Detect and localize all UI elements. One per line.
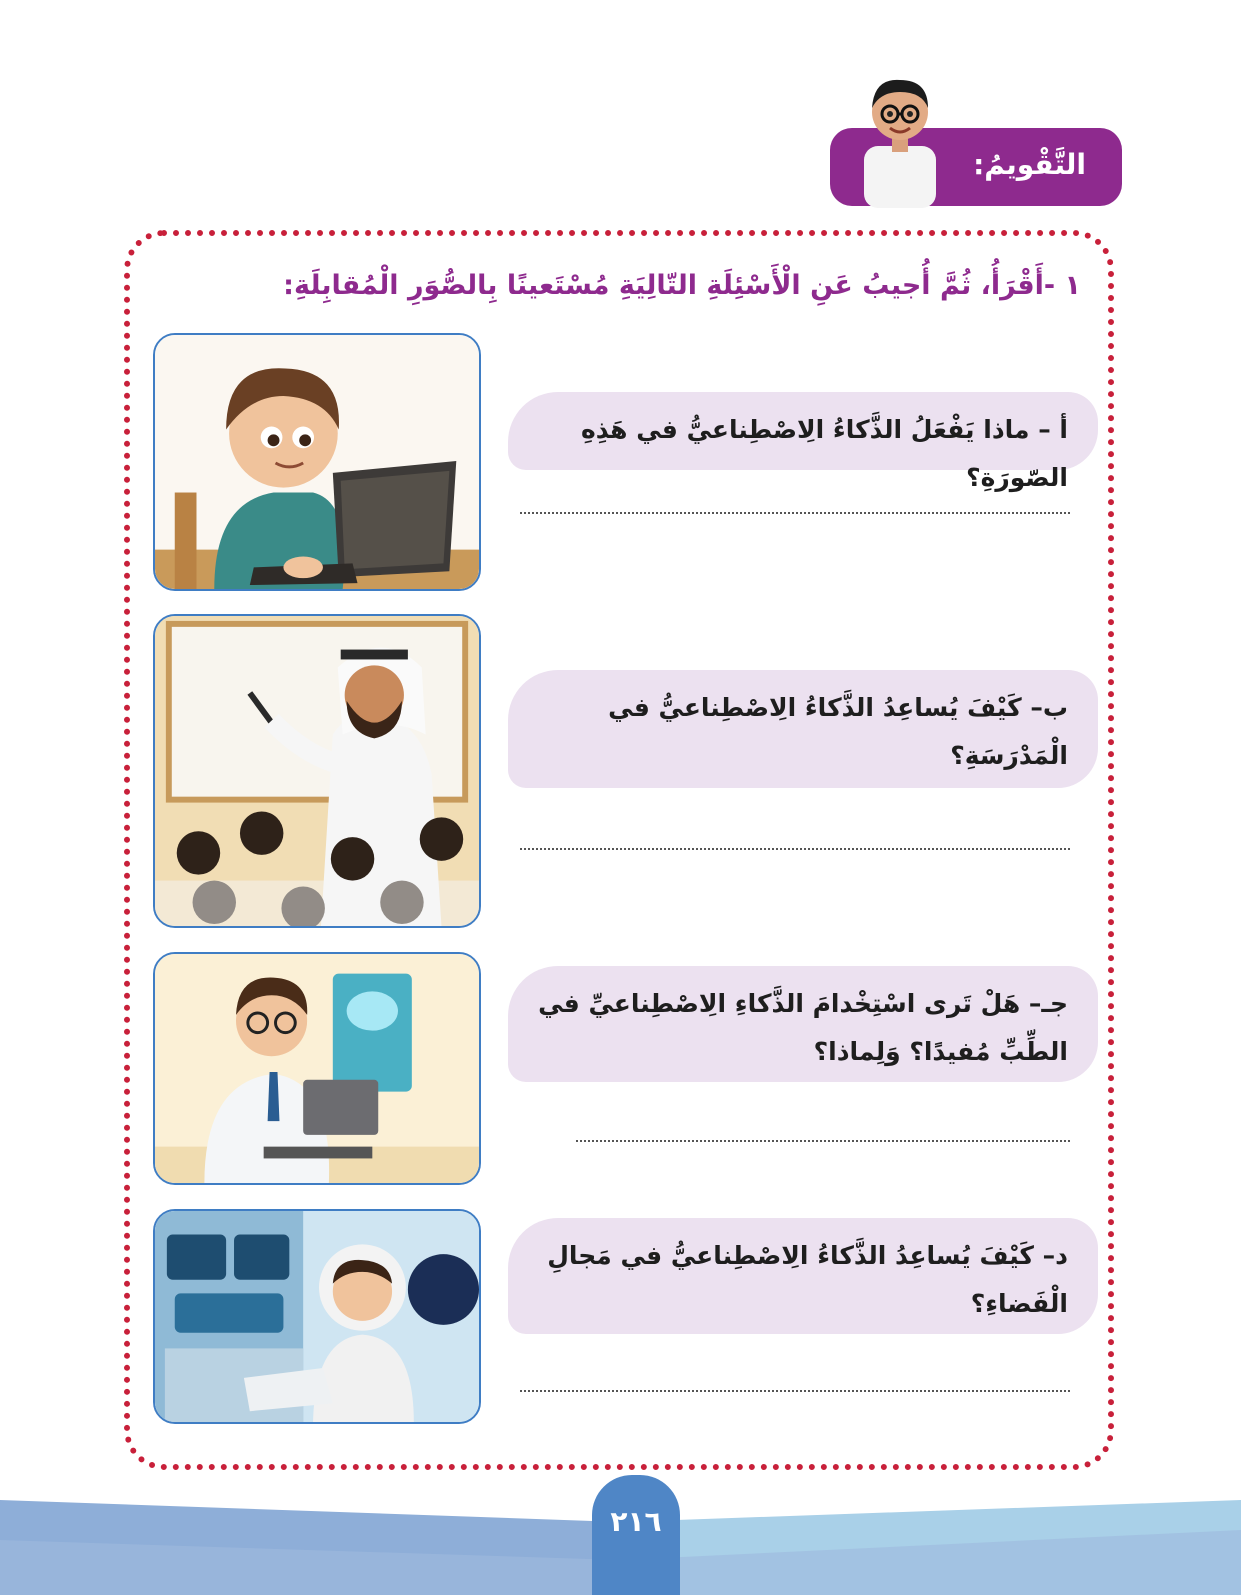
boy-laptop-image bbox=[153, 333, 481, 591]
question-c: جـ– هَلْ تَرى اسْتِخْدامَ الذَّكاءِ الِاصْطِناعيِّ في الطِّبِّ مُفيدًا؟ وَلِماذا؟ bbox=[508, 966, 1098, 1082]
exercise-instruction: ١ -أَقْرَأُ، ثُمَّ أُجيبُ عَنِ الْأَسْئِلَةِ التّالِيَةِ مُسْتَعينًا بِالصُّوَرِ الْمُقابِلَةِ: bbox=[283, 270, 1081, 301]
question-b: ب– كَيْفَ يُساعِدُ الذَّكاءُ الِاصْطِناعيُّ في الْمَدْرَسَةِ؟ bbox=[508, 670, 1098, 788]
astronaut-control-image bbox=[153, 1209, 481, 1424]
page-number: ٢١٦ bbox=[610, 1505, 662, 1538]
answer-line-d[interactable] bbox=[520, 1390, 1070, 1392]
teacher-classroom-image bbox=[153, 614, 481, 928]
student-mascot-image bbox=[852, 68, 948, 208]
answer-line-b[interactable] bbox=[520, 848, 1070, 850]
question-d: د– كَيْفَ يُساعِدُ الذَّكاءُ الِاصْطِناعيُّ في مَجالِ الْفَضاءِ؟ bbox=[508, 1218, 1098, 1334]
section-title: التَّقْويمُ: bbox=[973, 148, 1086, 181]
answer-line-c[interactable] bbox=[576, 1140, 1070, 1142]
page-number-tab bbox=[592, 1475, 680, 1595]
doctor-computer-image bbox=[153, 952, 481, 1185]
answer-line-a[interactable] bbox=[520, 512, 1070, 514]
question-a: أ – ماذا يَفْعَلُ الذَّكاءُ الِاصْطِناعيُّ في هَذِهِ الصّورَةِ؟ bbox=[508, 392, 1098, 470]
